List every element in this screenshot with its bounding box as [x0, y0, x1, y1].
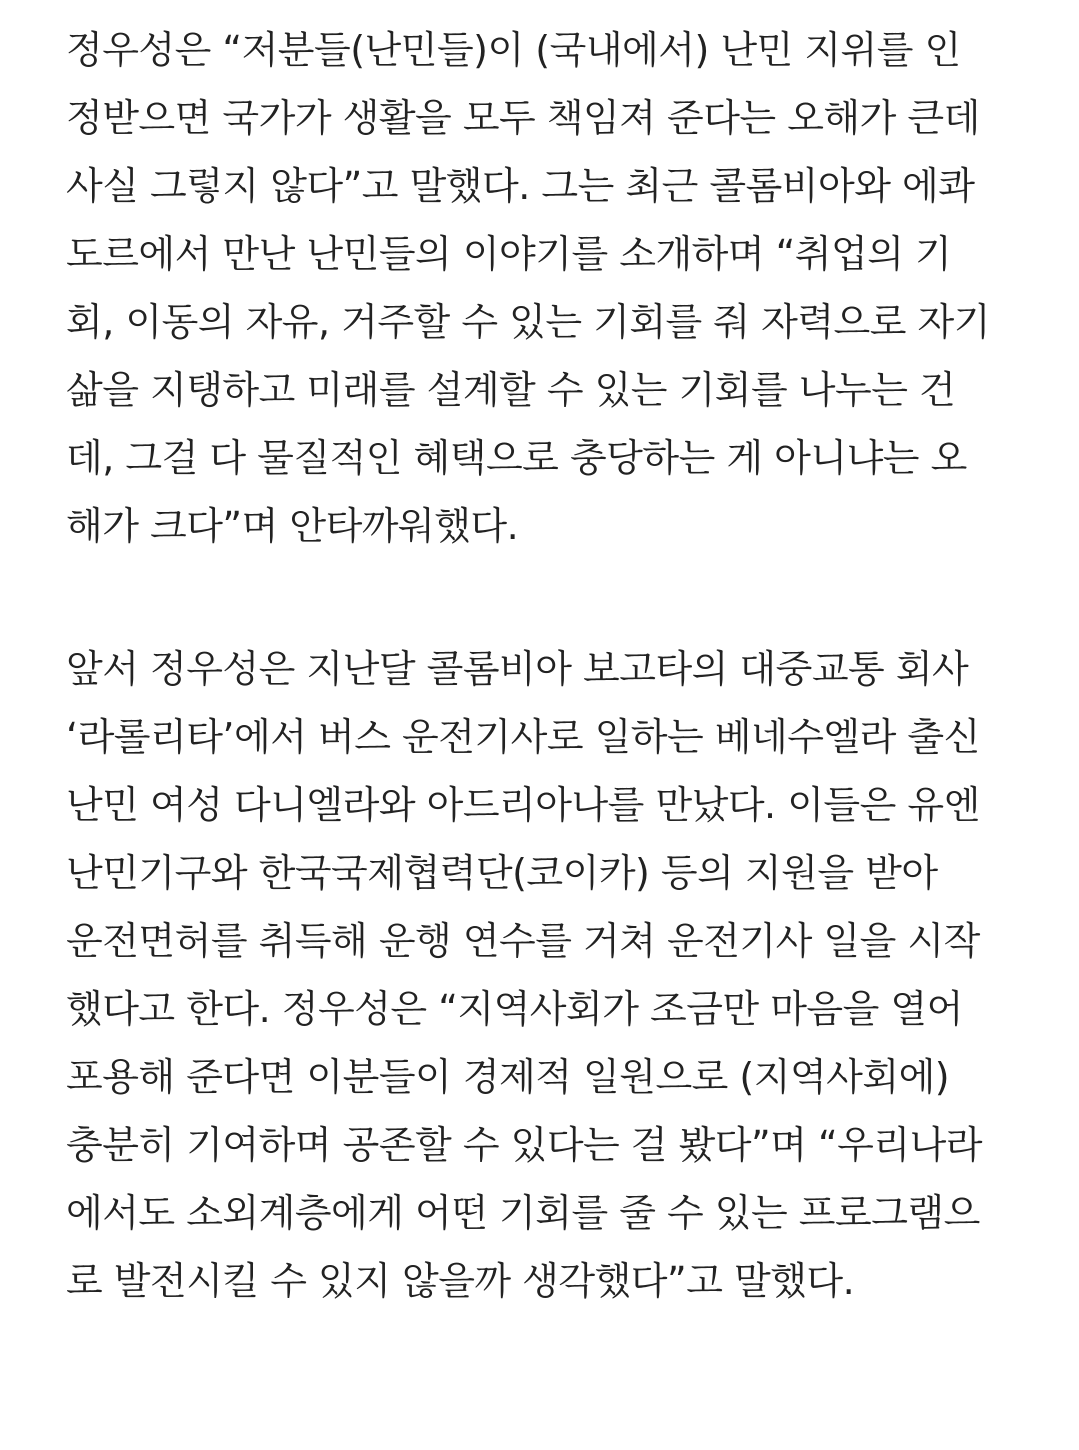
paragraph-spacer	[66, 560, 1056, 635]
paragraph-2	[66, 635, 1056, 1315]
text-line: 정우성은 “저분들(난민들)이 (국내에서) 난민 지위를 인	[66, 28, 961, 72]
text-line: 에서도 소외계층에게 어떤 기회를 줄 수 있는 프로그램으	[66, 1191, 980, 1235]
text-line: 해가 크다”며 안타까워했다.	[66, 504, 519, 548]
text-line: ‘라롤리타’에서 버스 운전기사로 일하는 베네수엘라 출신	[66, 715, 980, 759]
text-line: 운전면허를 취득해 운행 연수를 거쳐 운전기사 일을 시작	[66, 919, 980, 963]
text-line: 로 발전시킬 수 있지 않을까 생각했다”고 말했다.	[66, 1259, 855, 1303]
paragraph-1	[66, 16, 1056, 560]
article-body	[66, 16, 1056, 1315]
text-line: 사실 그렇지 않다”고 말했다. 그는 최근 콜롬비아와 에콰	[66, 164, 975, 208]
text-line: 포용해 준다면 이분들이 경제적 일원으로 (지역사회에)	[66, 1055, 950, 1099]
text-line: 데, 그걸 다 물질적인 혜택으로 충당하는 게 아니냐는 오	[66, 436, 967, 480]
text-line: 난민기구와 한국국제협력단(코이카) 등의 지원을 받아	[66, 851, 938, 895]
text-line: 난민 여성 다니엘라와 아드리아나를 만났다. 이들은 유엔	[66, 783, 980, 827]
text-line: 앞서 정우성은 지난달 콜롬비아 보고타의 대중교통 회사	[66, 647, 969, 691]
text-line: 정받으면 국가가 생활을 모두 책임져 준다는 오해가 큰데	[66, 96, 980, 140]
text-line: 회, 이동의 자유, 거주할 수 있는 기회를 줘 자력으로 자기	[66, 300, 990, 344]
text-line: 도르에서 만난 난민들의 이야기를 소개하며 “취업의 기	[66, 232, 952, 276]
text-line: 삶을 지탱하고 미래를 설계할 수 있는 기회를 나누는 건	[66, 368, 956, 412]
text-line: 했다고 한다. 정우성은 “지역사회가 조금만 마음을 열어	[66, 987, 963, 1031]
text-line: 충분히 기여하며 공존할 수 있다는 걸 봤다”며 “우리나라	[66, 1123, 983, 1167]
